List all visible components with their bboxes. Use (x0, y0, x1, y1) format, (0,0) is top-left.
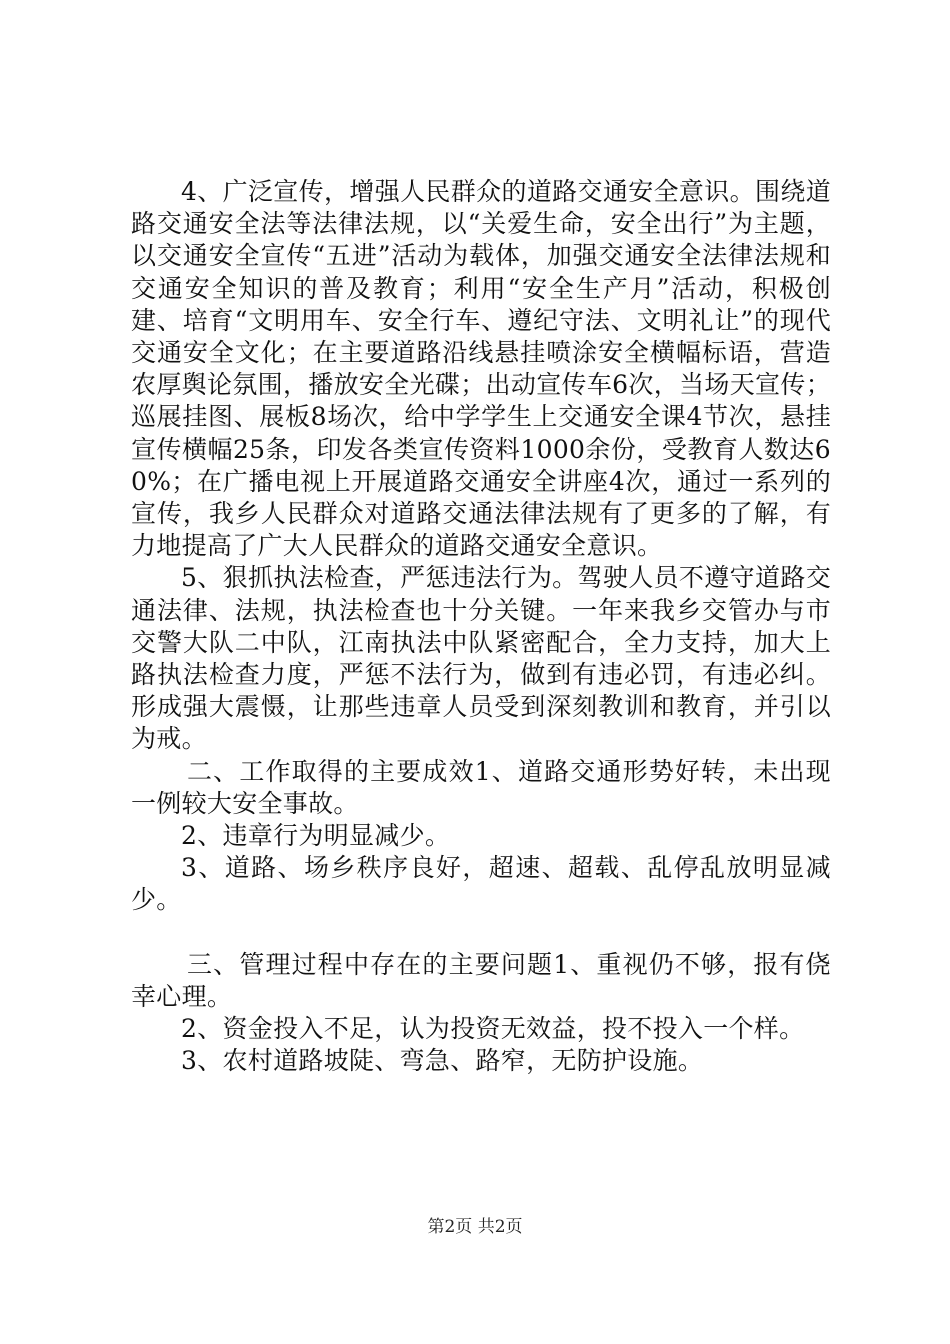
paragraph-publicity: 4、广泛宣传，增强人民群众的道路交通安全意识。围绕道路交通安全法等法律法规，以“关爱生命，安全出行”为主题，以交通安全宣传“五进”活动为载体，加强交通安全法律法规和交通安全知识的普及教育；利用“安全生产月”活动，积极创建、培育“文明用车、安全行车、遵纪守法、文明礼让”的现代交通安全文化；在主要道路沿线悬挂喷涂安全横幅标语，营造农厚舆论氛围，播放安全光碟；出动宣传车6次，当场天宣传；巡展挂图、展板8场次，给中学学生上交通安全课4节次，悬挂宣传横幅25条，印发各类宣传资料1000余份，受教育人数达60%；在广播电视上开展道路交通安全讲座4次，通过一系列的宣传，我乡人民群众对道路交通法律法规有了更多的了解，有力地提高了广大人民群众的道路交通安全意识。 (131, 177, 831, 561)
paragraph-law-enforcement: 5、狠抓执法检查，严惩违法行为。驾驶人员不遵守道路交通法律、法规，执法检查也十分关键。一年来我乡交管办与市交警大队二中队，江南执法中队紧密配合，全力支持，加大上路执法检查力度，严惩不法行为，做到有违必罚，有违必纠。形成强大震慑，让那些违章人员受到深刻教训和教育，并引以为戒。 (131, 563, 831, 754)
paragraph-problems: 三、管理过程中存在的主要问题1、重视仍不够，报有侥幸心理。 (131, 949, 831, 1011)
paragraph-gap (131, 917, 831, 949)
page-number-footer: 第2页 共2页 (427, 1217, 523, 1237)
paragraph-achievements: 二、工作取得的主要成效1、道路交通形势好转，未出现一例较大安全事故。 (131, 756, 831, 818)
paragraph-funding: 2、资金投入不足，认为投资无效益，投不投入一个样。 (181, 1014, 805, 1044)
paragraph-rural-roads: 3、农村道路坡陡、弯急、路窄，无防护设施。 (181, 1046, 704, 1076)
paragraph-violations-reduced: 2、违章行为明显减少。 (181, 821, 451, 851)
paragraph-order-improved: 3、道路、场乡秩序良好，超速、超载、乱停乱放明显减少。 (131, 853, 831, 915)
document-body (131, 176, 831, 1077)
